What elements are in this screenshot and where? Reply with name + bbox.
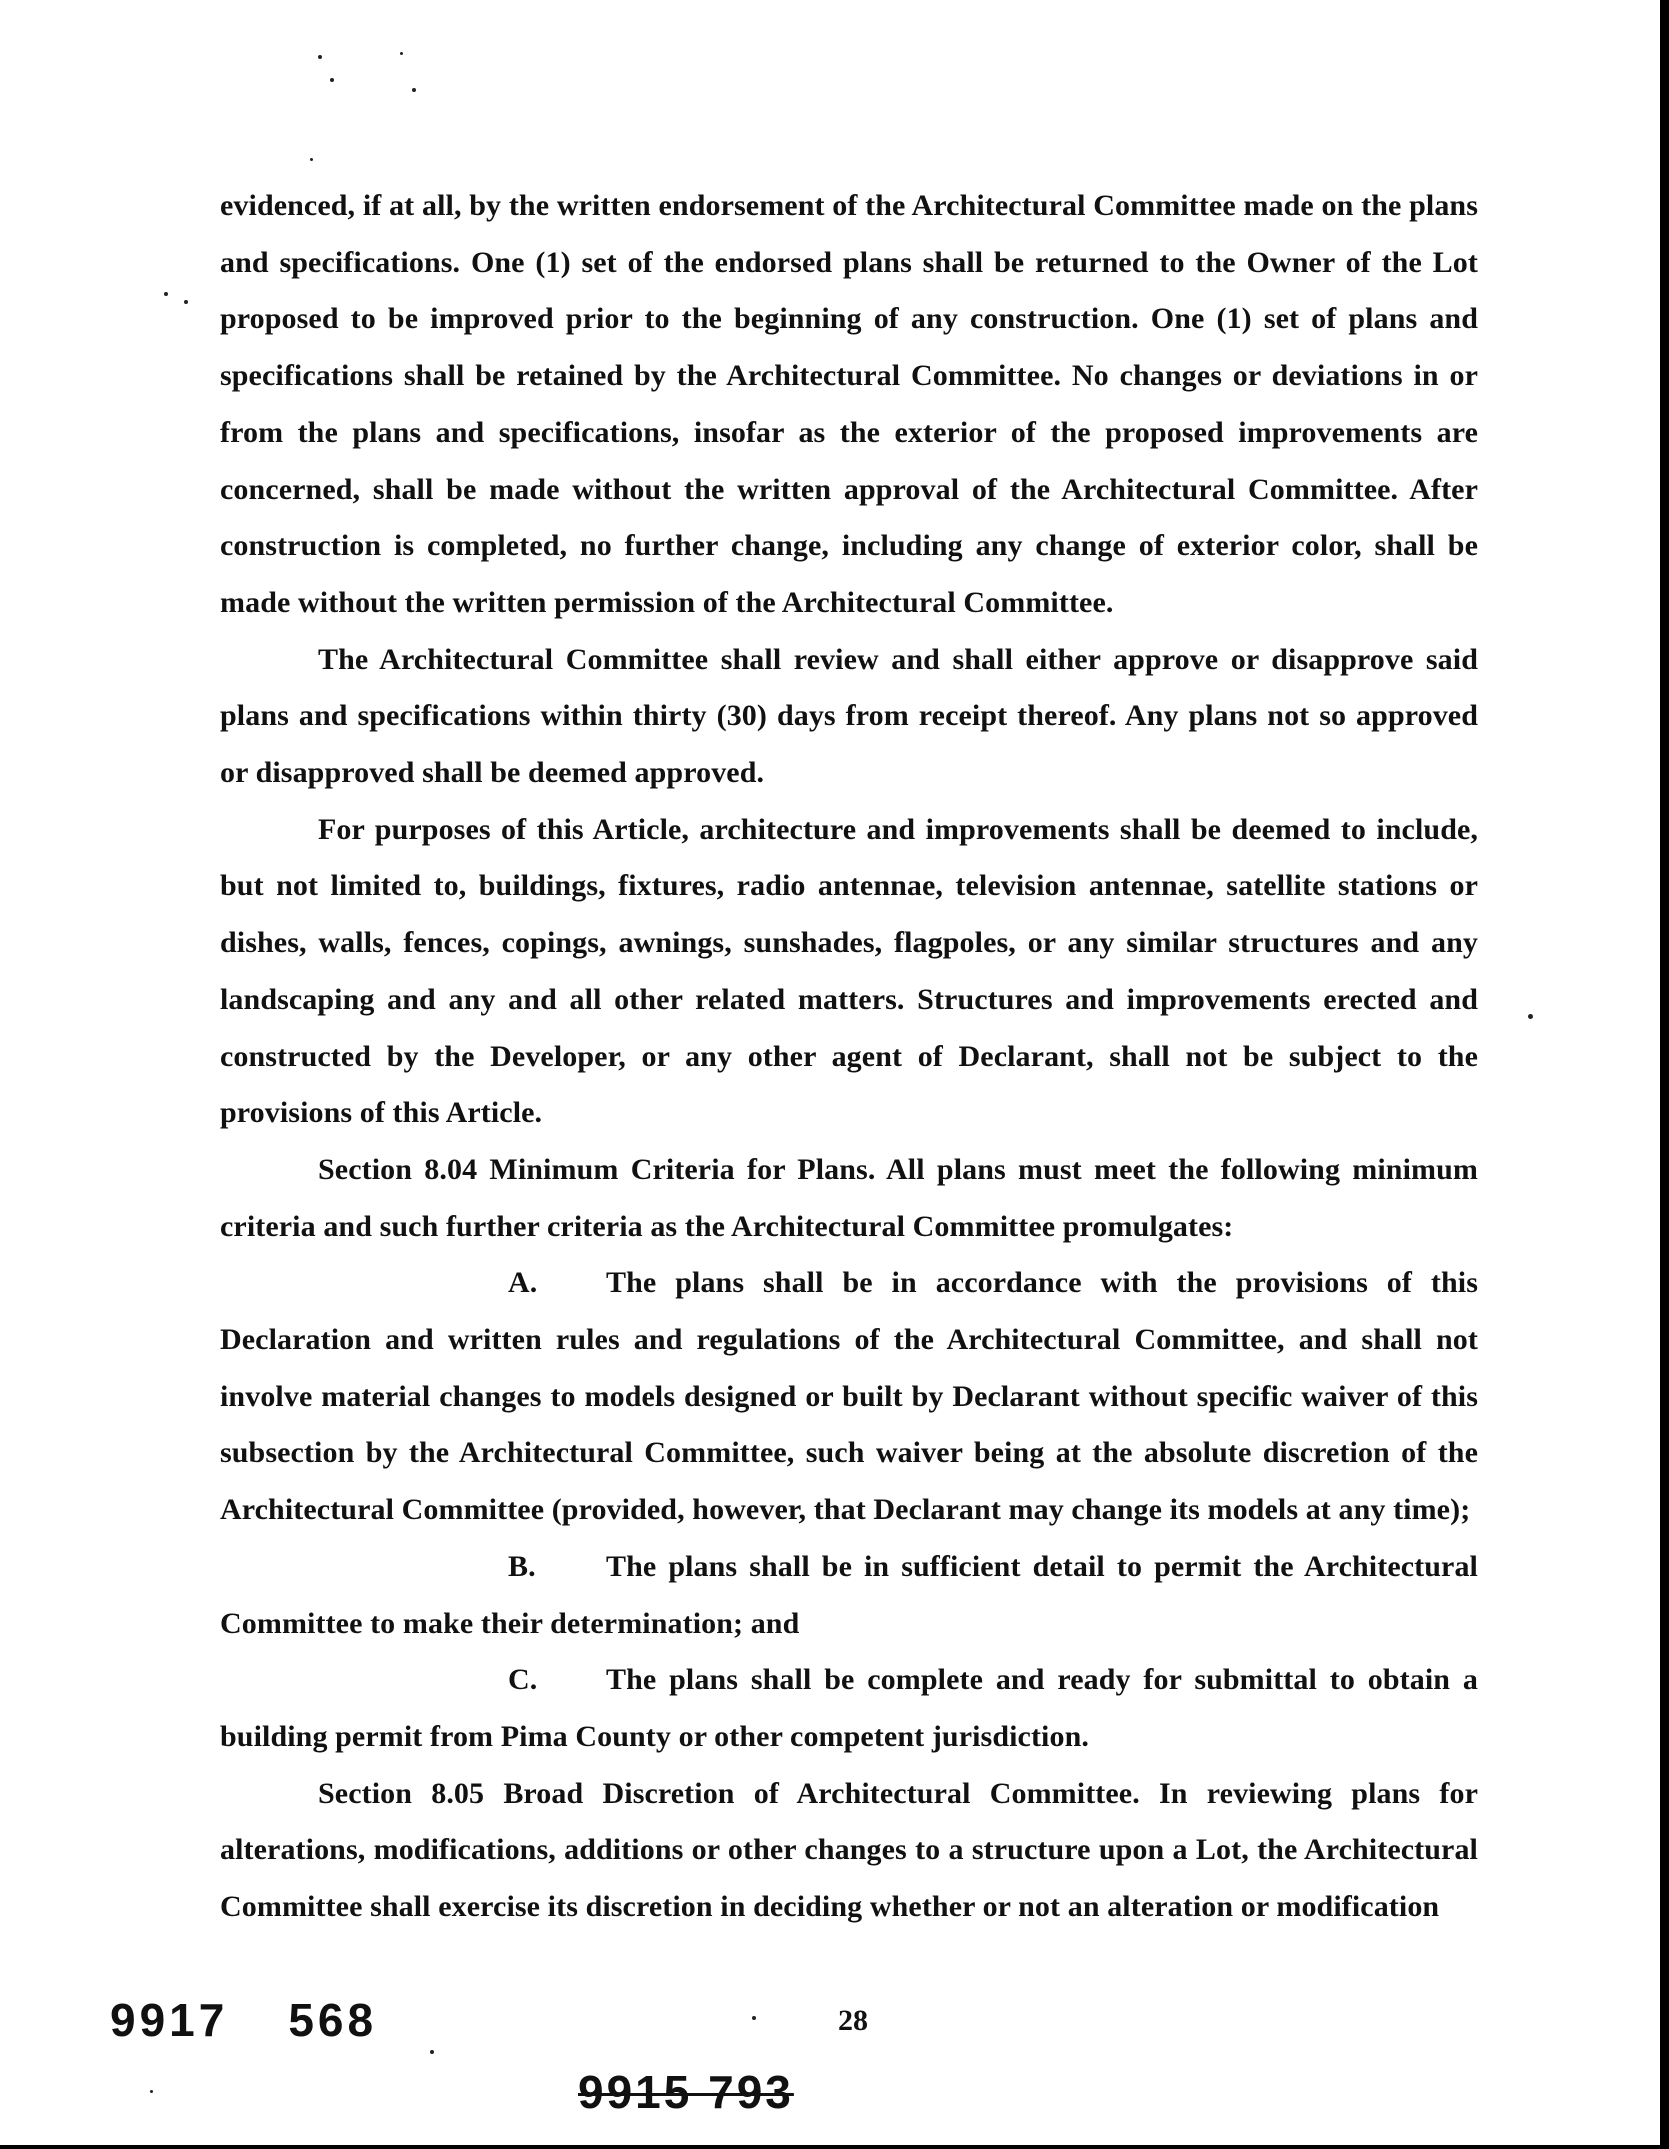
scan-speck <box>430 2050 434 2054</box>
page-number: 28 <box>838 2004 868 2037</box>
scan-speck <box>1528 1014 1533 1019</box>
criteria-letter-c: C. <box>508 1663 538 1697</box>
criteria-item-c <box>220 1652 1478 1765</box>
criteria-letter-b: B. <box>508 1549 536 1583</box>
criteria-text-c: The plans shall be complete and ready for submittal to obtain a building permit from Pima County or other competent jurisdiction. <box>220 1663 1478 1753</box>
section-8-05-paragraph <box>220 1766 1478 1936</box>
scan-edge-right <box>1660 0 1669 2149</box>
scan-speck <box>330 78 334 82</box>
scan-speck <box>310 158 313 161</box>
docket-stamp <box>110 1993 377 2047</box>
scan-speck <box>400 52 403 55</box>
section-8-04-paragraph <box>220 1142 1478 1255</box>
docket-page-number: 568 <box>288 1994 378 2046</box>
scan-edge-bottom <box>0 2145 1669 2149</box>
scan-speck <box>752 2016 756 2020</box>
criteria-item-b <box>220 1539 1478 1652</box>
scan-speck <box>164 292 168 296</box>
section-8-05-heading: Section 8.05 Broad Discretion of Architectural Committee. <box>318 1776 1140 1810</box>
criteria-text-b: The plans shall be in sufficient detail to permit the Architectural Committee to make their determination; and <box>220 1549 1478 1640</box>
docket-number: 9917 <box>110 1994 229 2046</box>
scan-speck <box>412 88 416 92</box>
criteria-text-a: The plans shall be in accordance with the provisions of this Declaration and written rules and regulations of the Architectural Committee, and shall not involve material changes to models designed or built by Declarant without specific waiver of this subsection by the Architectural Committee, such waiver being at the absolute discretion of the Architectural Committee (provided, however, that Declarant may change its models at any time); <box>220 1266 1478 1527</box>
scan-speck <box>150 2090 153 2093</box>
scan-speck <box>184 300 188 304</box>
section-8-04-heading: Section 8.04 Minimum Criteria for Plans. <box>318 1152 876 1186</box>
paragraph-3: For purposes of this Article, architecture and improvements shall be deemed to include, but not limited to, buildings, fixtures, radio antennae, television antennae, satellite stations or dishes, walls, fences, copings, awnings, sunshades, flagpoles, or any similar structures and any landscaping and any and all other related matters. Structures and improvements erected and constructed by the Developer, or any other agent of Declarant, shall not be subject to the provisions of this Article. <box>220 812 1478 1130</box>
struck-reference-stamp: 9915 793 <box>578 2066 794 2118</box>
section-8-05-text: In reviewing plans for alterations, modifications, additions or other changes to a structure upon a Lot, the Architectural Committee shall exercise its discretion in deciding whether or not an alteration or modification <box>220 1776 1478 1924</box>
paragraph-1: evidenced, if at all, by the written endorsement of the Architectural Committee made on the plans and specifications. One (1) set of the endorsed plans shall be returned to the Owner of the Lot proposed to be improved prior to the beginning of any construction. One (1) set of plans and specifications shall be retained by the Architectural Committee. No changes or deviations in or from the plans and specifications, insofar as the exterior of the proposed improvements are concerned, shall be made without the written approval of the Architectural Committee. After construction is completed, no further change, including any change of exterior color, shall be made without the written permission of the Architectural Committee. <box>220 189 1478 619</box>
criteria-item-a <box>220 1255 1478 1539</box>
document-body <box>220 178 1478 1936</box>
scan-speck <box>318 55 322 59</box>
criteria-letter-a: A. <box>508 1266 538 1300</box>
section-8-04-text: All plans must meet the following minimum criteria and such further criteria as the Architectural Committee promulgates: <box>220 1152 1478 1243</box>
paragraph-2: The Architectural Committee shall review and shall either approve or disapprove said plans and specifications within thirty (30) days from receipt thereof. Any plans not so approved or disapproved shall be deemed approved. <box>220 642 1478 790</box>
